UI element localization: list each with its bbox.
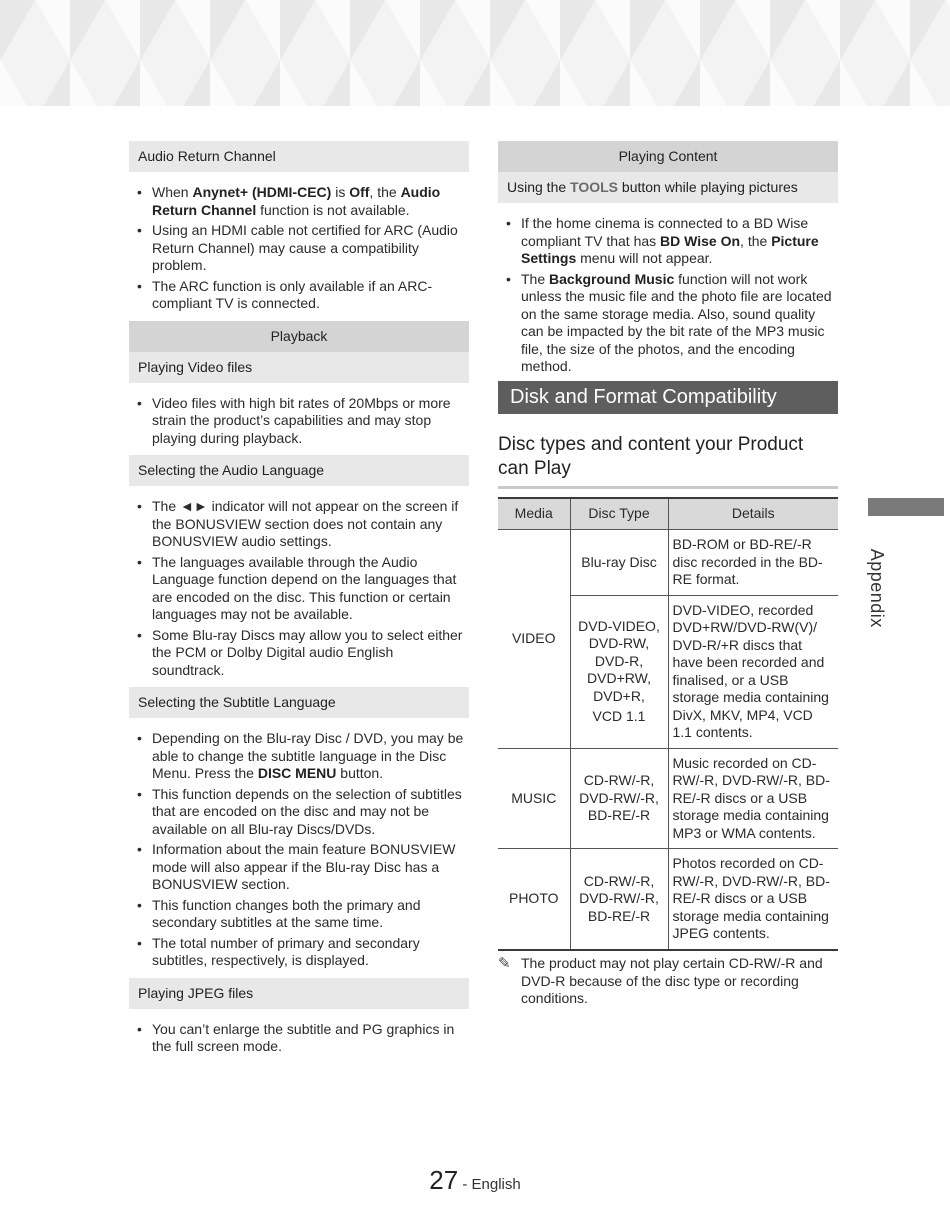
list-item: • Using an HDMI cable not certified for ARC (Audio Return Channel) may cause a compatibility problem. — [152, 222, 469, 275]
playback-header: Playback — [129, 321, 469, 352]
page-number: 27 — [429, 1165, 459, 1195]
disc-type-cell: CD-RW/-R, DVD-RW/-R, BD-RE/-R — [570, 748, 668, 849]
table-row — [498, 530, 838, 596]
decorative-header-banner — [0, 0, 950, 106]
subsection-title: Disc types and content your Product can Play — [498, 433, 838, 489]
list-item: • This function depends on the selection of subtitles that are encoded on the disc and may not be available on all Blu-ray Discs/DVDs. — [152, 786, 469, 839]
footer-language: - English — [458, 1176, 521, 1193]
list-item: • The languages available through the Audio Language function depend on the languages that are encoded on the disc. This function or certain languages may not be available. — [152, 554, 469, 624]
list-item: • The ◄► indicator will not appear on the screen if the BONUSVIEW section does not contain any BONUSVIEW audio settings. — [152, 498, 469, 551]
compatibility-table — [498, 497, 838, 951]
media-cell-photo: PHOTO — [498, 849, 570, 950]
disc-type-cell: Blu-ray Disc — [570, 530, 668, 596]
column-header-disc-type: Disc Type — [570, 498, 668, 530]
subtitle-list — [129, 730, 469, 970]
disc-type-cell: CD-RW/-R, DVD-RW/-R, BD-RE/-R — [570, 849, 668, 950]
audio-language-header: Selecting the Audio Language — [129, 455, 469, 486]
column-header-media: Media — [498, 498, 570, 530]
playing-content-list — [498, 215, 838, 376]
note-text: The product may not play certain CD-RW/-R and DVD-R because of the disc type or recording conditions. — [521, 955, 823, 1006]
column-header-details: Details — [668, 498, 838, 530]
list-item: • You can’t enlarge the subtitle and PG graphics in the full screen mode. — [152, 1021, 469, 1056]
list-item: • The ARC function is only available if an ARC-compliant TV is connected. — [152, 278, 469, 313]
list-item: • Video files with high bit rates of 20Mbps or more strain the product’s capabilities and may stop playing during playback. — [152, 395, 469, 448]
page-footer — [0, 1165, 950, 1195]
list-item: • This function changes both the primary and secondary subtitles at the same time. — [152, 897, 469, 932]
list-item: • The Background Music function will not work unless the music file and the photo file are located on the same storage media. Also, sound quality can be impacted by the bit rate of the MP3 music file, the size of the photos, and the encoding method. — [521, 271, 838, 376]
tools-subheader: Using the TOOLS button while playing pictures — [498, 172, 838, 203]
section-title: Disk and Format Compatibility — [498, 381, 838, 414]
side-tab-label: Appendix — [866, 548, 887, 628]
details-cell: Music recorded on CD-RW/-R, DVD-RW/-R, BD-RE/-R discs or a USB storage media containing MP3 or WMA contents. — [668, 748, 838, 849]
right-column — [498, 141, 838, 384]
audio-list — [129, 498, 469, 679]
playing-jpeg-header: Playing JPEG files — [129, 978, 469, 1009]
table-row — [498, 849, 838, 950]
arc-header: Audio Return Channel — [129, 141, 469, 172]
list-item: • Some Blu-ray Discs may allow you to select either the PCM or Dolby Digital audio English soundtrack. — [152, 627, 469, 680]
subtitle-language-header: Selecting the Subtitle Language — [129, 687, 469, 718]
media-cell-music: MUSIC — [498, 748, 570, 849]
jpeg-list — [129, 1021, 469, 1056]
disc-type-cell: DVD-VIDEO, DVD-RW, DVD-R, DVD+RW, DVD+R, VCD 1.1 — [570, 595, 668, 748]
list-item: • Depending on the Blu-ray Disc / DVD, you may be able to change the subtitle language in the Disc Menu. Press the DISC MENU button. — [152, 730, 469, 783]
list-item: • The total number of primary and secondary subtitles, respectively, is displayed. — [152, 935, 469, 970]
details-cell: DVD-VIDEO, recorded DVD+RW/DVD-RW(V)/ DVD-R/+R discs that have been recorded and finalised, or a USB storage media containing DivX, MKV, MP4, VCD 1.1 contents. — [668, 595, 838, 748]
media-cell-video: VIDEO — [498, 530, 570, 749]
side-tab-bar — [868, 498, 944, 516]
details-cell: Photos recorded on CD-RW/-R, DVD-RW/-R, BD-RE/-R discs or a USB storage media containing JPEG contents. — [668, 849, 838, 950]
list-item: • When Anynet+ (HDMI-CEC) is Off, the Audio Return Channel function is not available. — [152, 184, 469, 219]
details-cell: BD-ROM or BD-RE/-R disc recorded in the BD-RE format. — [668, 530, 838, 596]
arc-list — [129, 184, 469, 313]
pencil-note-icon: ✎ — [498, 955, 511, 972]
playing-content-header: Playing Content — [498, 141, 838, 172]
video-list — [129, 395, 469, 448]
left-column — [129, 141, 469, 1064]
list-item: • Information about the main feature BONUSVIEW mode will also appear if the Blu-ray Disc has a BONUSVIEW section. — [152, 841, 469, 894]
playing-video-header: Playing Video files — [129, 352, 469, 383]
table-row — [498, 748, 838, 849]
compatibility-note — [498, 955, 838, 1008]
table-header-row — [498, 498, 838, 530]
list-item: • If the home cinema is connected to a BD Wise compliant TV that has BD Wise On, the Picture Settings menu will not appear. — [521, 215, 838, 268]
